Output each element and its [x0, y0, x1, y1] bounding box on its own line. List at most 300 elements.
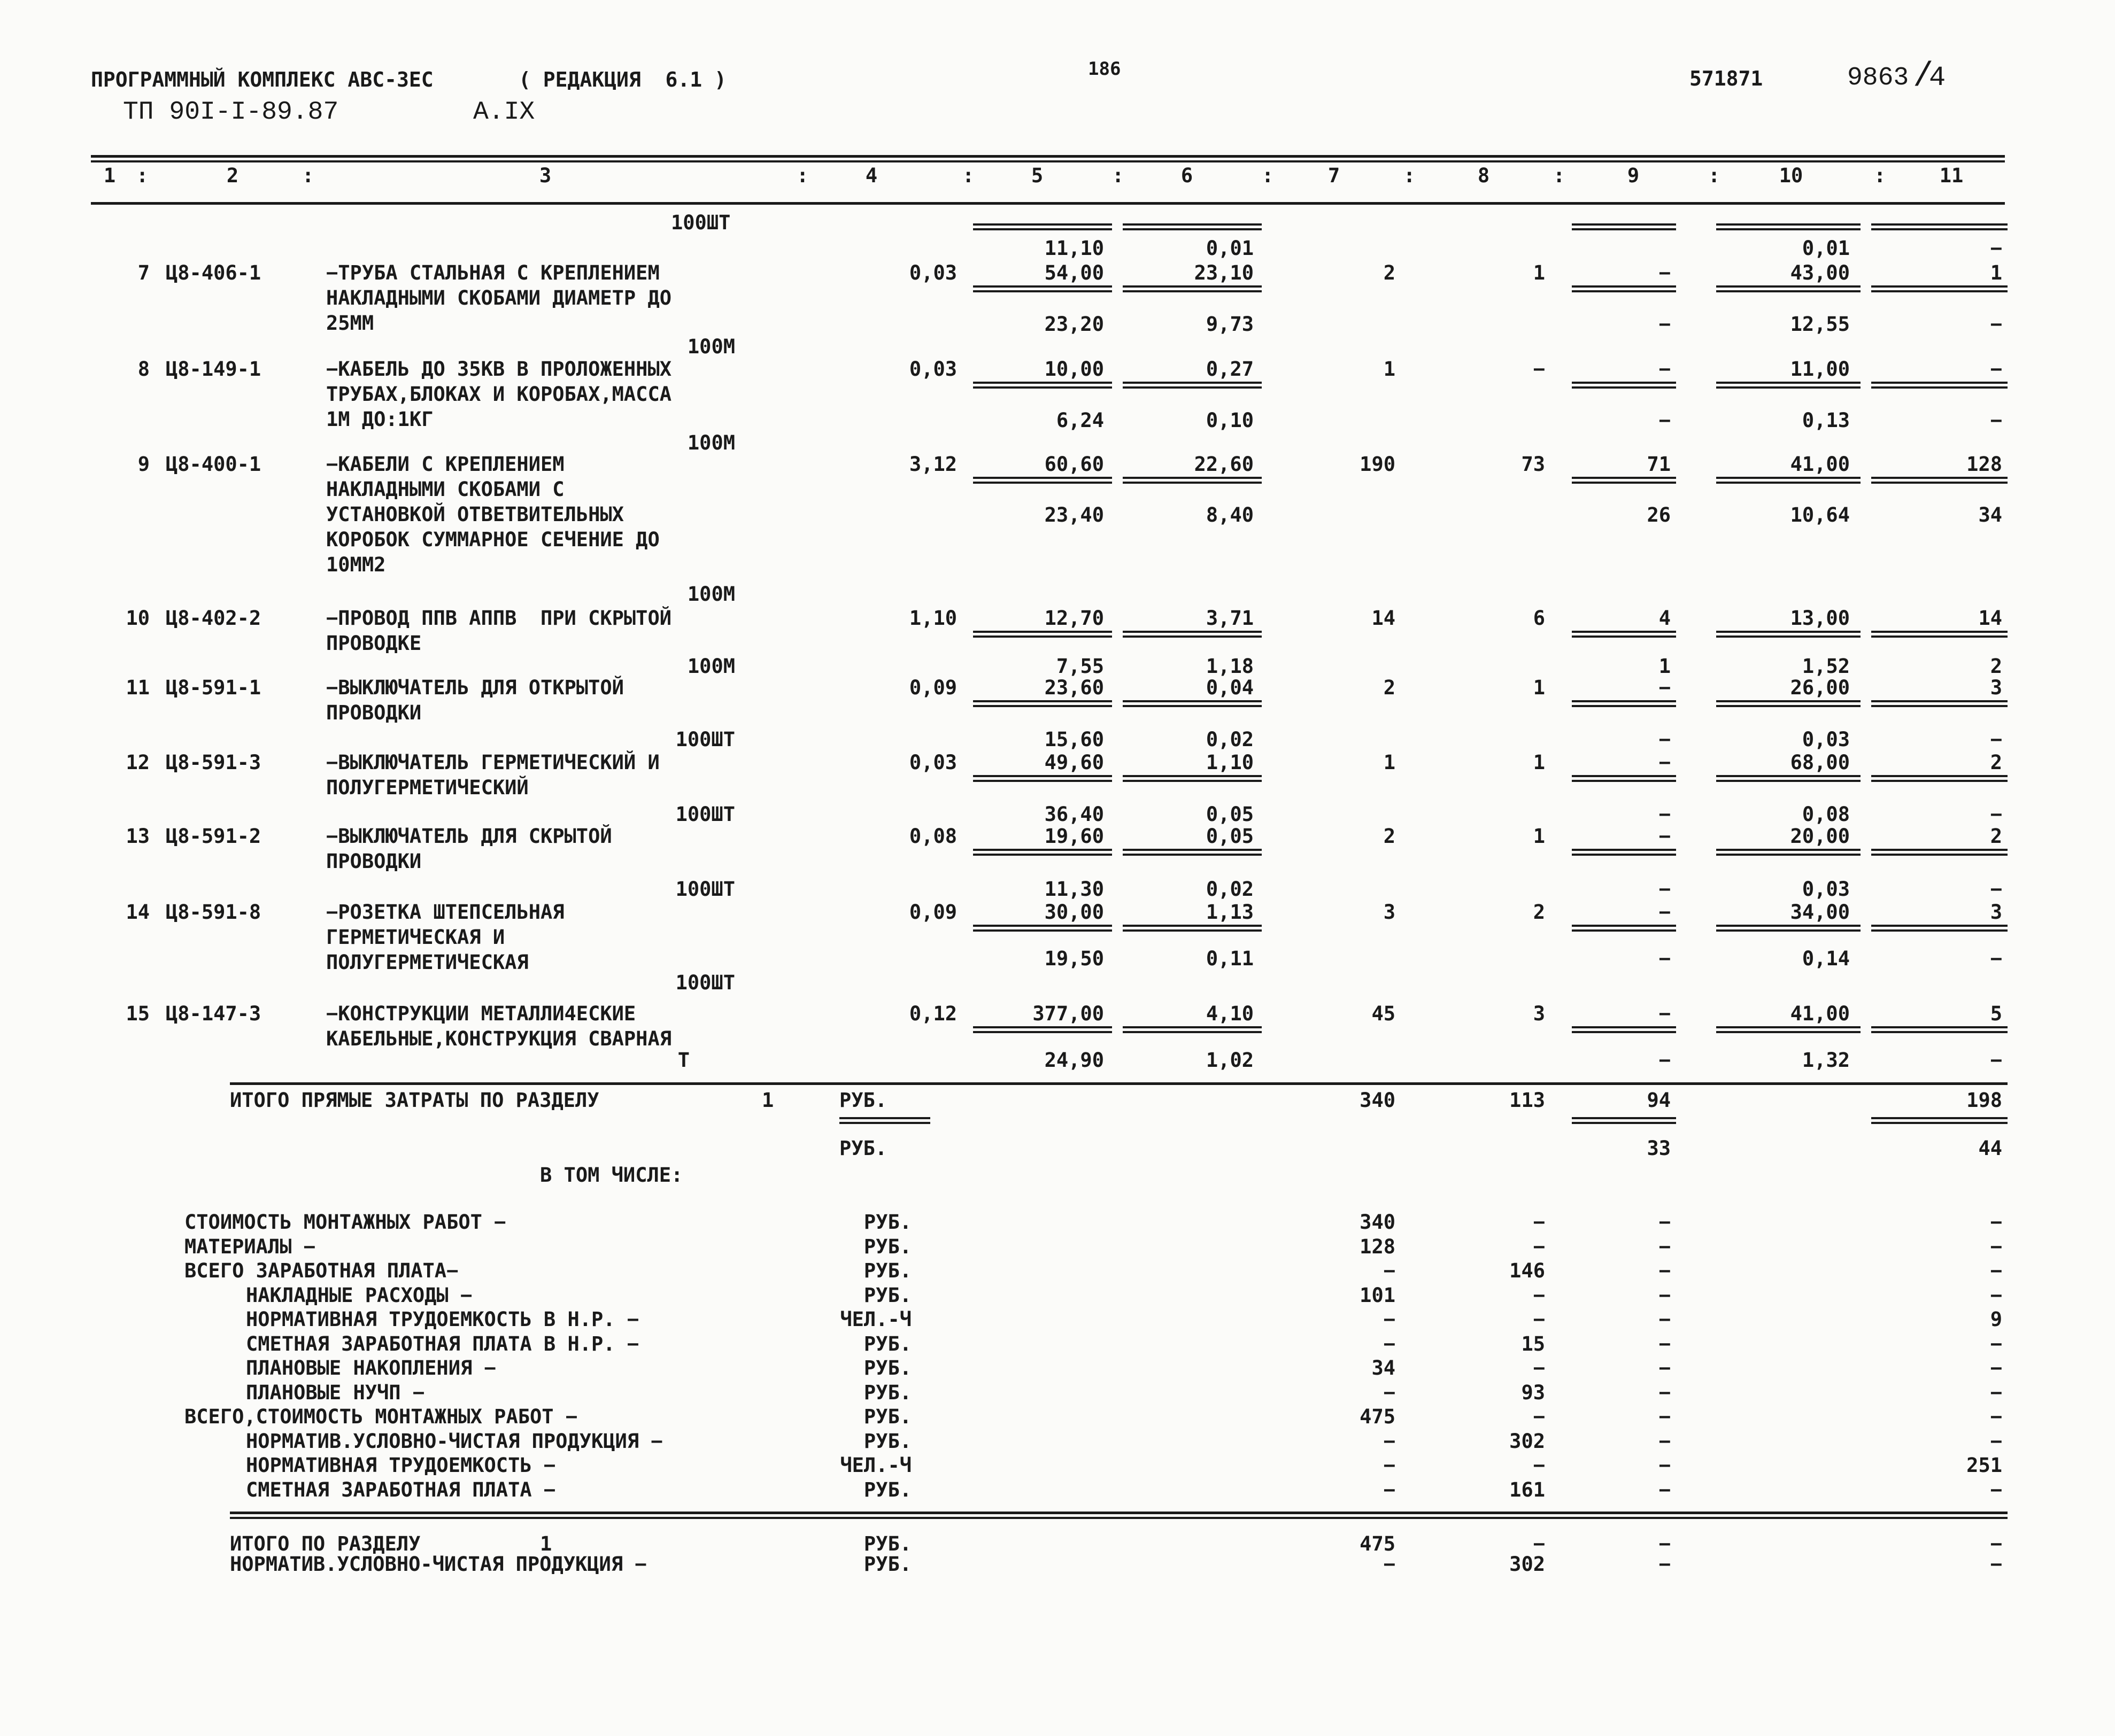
value-b9: − — [1658, 409, 1671, 432]
value-divider — [1123, 849, 1262, 856]
value-c7: 1 — [1383, 751, 1395, 774]
value-c4: 0,12 — [909, 1002, 957, 1025]
value-c10: 41,00 — [1790, 453, 1850, 476]
row-number: 8 — [137, 358, 150, 381]
summary-c11: − — [1990, 1211, 2002, 1234]
page-number: 186 — [1088, 58, 1121, 80]
work-description: ПРОВОДКЕ — [326, 632, 422, 655]
summary-c8: − — [1533, 1235, 1545, 1258]
rate-code: Ц8-400-1 — [166, 453, 261, 476]
summary-c7: − — [1383, 1332, 1395, 1355]
value-c4: 0,09 — [909, 676, 957, 699]
unit-label: Т — [677, 1049, 690, 1072]
summary-c7: − — [1383, 1381, 1395, 1404]
column-header-7: 7 — [1327, 164, 1340, 187]
value-b5: 36,40 — [1044, 803, 1104, 826]
value-divider — [1871, 285, 2008, 292]
value-c8: 1 — [1533, 676, 1545, 699]
value-divider — [1871, 849, 2008, 856]
work-description: ПРОВОДКИ — [326, 850, 422, 873]
value-c7: 2 — [1383, 676, 1395, 699]
unit-label: РУБ. — [839, 1089, 887, 1112]
column-separator: : — [1112, 164, 1124, 187]
value: 0,01 — [1802, 237, 1850, 260]
summary-label: МАТЕРИАЛЫ − — [184, 1235, 316, 1258]
value-c9: − — [1658, 901, 1671, 924]
total-c9: 94 — [1647, 1089, 1671, 1112]
column-header-10: 10 — [1779, 164, 1803, 187]
value-b6: 0,11 — [1206, 947, 1254, 970]
value-divider — [1716, 382, 1861, 389]
value-c8: 1 — [1533, 751, 1545, 774]
value-c6: 23,10 — [1194, 261, 1254, 284]
unit-label: РУБ. — [863, 1532, 912, 1555]
value-c4: 0,09 — [909, 901, 957, 924]
summary-c9: − — [1658, 1259, 1671, 1282]
value-c10: 34,00 — [1790, 901, 1850, 924]
value-b9: − — [1658, 313, 1671, 336]
value-divider — [1716, 285, 1861, 292]
value-divider — [1572, 477, 1676, 484]
value-b10: 0,03 — [1802, 878, 1850, 901]
value-b9: 26 — [1647, 503, 1671, 526]
summary-label: СМЕТНАЯ ЗАРАБОТНАЯ ПЛАТА − — [246, 1478, 556, 1501]
value-divider — [1572, 382, 1676, 389]
summary-c8: 93 — [1521, 1381, 1545, 1404]
value-c11: 2 — [1990, 825, 2002, 848]
value-c5: 377,00 — [1032, 1002, 1104, 1025]
value-b6: 0,02 — [1206, 878, 1254, 901]
summary-c9: − — [1658, 1284, 1671, 1307]
column-header-3: 3 — [539, 164, 552, 187]
final-c11: − — [1990, 1553, 2002, 1576]
unit-label: 100ШТ — [675, 878, 735, 901]
value-c11: 1 — [1990, 261, 2002, 284]
final-label: НОРМАТИВ.УСЛОВНО-ЧИСТАЯ ПРОДУКЦИЯ − — [230, 1553, 647, 1576]
work-description: ГЕРМЕТИЧЕСКАЯ И — [326, 926, 505, 949]
summary-label: СМЕТНАЯ ЗАРАБОТНАЯ ПЛАТА В Н.Р. − — [246, 1332, 639, 1355]
value-divider — [1716, 477, 1861, 484]
value-b10: 0,08 — [1802, 803, 1850, 826]
summary-c11: 9 — [1990, 1308, 2002, 1331]
rate-code: Ц8-591-3 — [166, 751, 261, 774]
value-b5: 6,24 — [1056, 409, 1104, 432]
value-c7: 14 — [1371, 607, 1395, 630]
value-b9: 1 — [1658, 655, 1671, 678]
summary-label: ВСЕГО,СТОИМОСТЬ МОНТАЖНЫХ РАБОТ − — [184, 1405, 578, 1428]
unit-label: РУБ. — [863, 1211, 912, 1234]
value-c5: 10,00 — [1044, 358, 1104, 381]
value-c7: 2 — [1383, 825, 1395, 848]
column-header-6: 6 — [1180, 164, 1193, 187]
value-c4: 3,12 — [909, 453, 957, 476]
value-c7: 190 — [1360, 453, 1395, 476]
work-description: 10ММ2 — [326, 553, 386, 576]
final-c9: − — [1658, 1553, 1671, 1576]
rate-code: Ц8-591-8 — [166, 901, 261, 924]
work-description: ПОЛУГЕРМЕТИЧЕСКАЯ — [326, 951, 529, 974]
sheet-number: 9863 — [1847, 64, 1909, 92]
work-description: −ПРОВОД ППВ АППВ ПРИ СКРЫТОЙ — [326, 607, 672, 630]
summary-c7: − — [1383, 1454, 1395, 1477]
value-b5: 7,55 — [1056, 655, 1104, 678]
unit-label: РУБ. — [863, 1381, 912, 1404]
value-c6: 3,71 — [1206, 607, 1254, 630]
value-b10: 0,14 — [1802, 947, 1850, 970]
summary-c9: − — [1658, 1478, 1671, 1501]
unit-label: РУБ. — [863, 1478, 912, 1501]
unit-label: РУБ. — [863, 1259, 912, 1282]
summary-c7: − — [1383, 1259, 1395, 1282]
value-b10: 0,03 — [1802, 728, 1850, 751]
summary-c8: − — [1533, 1405, 1545, 1428]
value-b9: − — [1658, 878, 1671, 901]
value-divider — [1716, 775, 1861, 782]
total-direct-label: ИТОГО ПРЯМЫЕ ЗАТРАТЫ ПО РАЗДЕЛУ — [230, 1089, 599, 1112]
unit-label: 100М — [687, 655, 735, 678]
work-description: ПОЛУГЕРМЕТИЧЕСКИЙ — [326, 776, 529, 799]
value-b6: 0,05 — [1206, 803, 1254, 826]
value-b9: − — [1658, 947, 1671, 970]
value-c5: 23,60 — [1044, 676, 1104, 699]
value-divider — [1716, 631, 1861, 638]
column-header-1: 1 — [103, 164, 116, 187]
value-divider — [973, 382, 1112, 389]
rate-code: Ц8-591-2 — [166, 825, 261, 848]
work-description: КАБЕЛЬНЫЕ,КОНСТРУКЦИЯ СВАРНАЯ — [326, 1027, 672, 1050]
value-c5: 30,00 — [1044, 901, 1104, 924]
rate-code: Ц8-402-2 — [166, 607, 261, 630]
value-divider — [1871, 1026, 2008, 1033]
summary-c8: − — [1533, 1211, 1545, 1234]
value-divider — [1572, 223, 1676, 230]
value-b11: 34 — [1978, 503, 2002, 526]
value: 0,01 — [1206, 237, 1254, 260]
value-c6: 0,05 — [1206, 825, 1254, 848]
unit-label: РУБ. — [863, 1357, 912, 1380]
final-c8: 302 — [1509, 1553, 1545, 1576]
value-b6: 1,02 — [1206, 1049, 1254, 1072]
summary-c8: − — [1533, 1454, 1545, 1477]
row-number: 10 — [126, 607, 150, 630]
summary-label: ВСЕГО ЗАРАБОТНАЯ ПЛАТА− — [184, 1259, 459, 1282]
summary-c11: − — [1990, 1357, 2002, 1380]
final-c11: − — [1990, 1532, 2002, 1555]
unit-label: РУБ. — [863, 1430, 912, 1453]
row-number: 14 — [126, 901, 150, 924]
album-code: А.IX — [473, 98, 535, 127]
work-description: −ВЫКЛЮЧАТЕЛЬ ДЛЯ СКРЫТОЙ — [326, 825, 612, 848]
summary-c11: 251 — [1966, 1454, 2002, 1477]
value-c11: 14 — [1978, 607, 2002, 630]
value-b10: 1,52 — [1802, 655, 1850, 678]
column-separator: : — [797, 164, 809, 187]
value-b9: − — [1658, 1049, 1671, 1072]
value-c10: 13,00 — [1790, 607, 1850, 630]
column-separator: : — [1874, 164, 1886, 187]
unit-label: 100М — [687, 335, 735, 358]
column-separator: : — [1553, 164, 1565, 187]
value-divider — [1716, 925, 1861, 932]
unit-label: ЧЕЛ.-Ч — [840, 1308, 912, 1331]
rate-code: Ц8-149-1 — [166, 358, 261, 381]
work-description: −КАБЕЛИ С КРЕПЛЕНИЕМ — [326, 453, 565, 476]
value-divider — [1572, 1026, 1676, 1033]
summary-label: НАКЛАДНЫЕ РАСХОДЫ − — [246, 1284, 473, 1307]
column-header-5: 5 — [1031, 164, 1044, 187]
value-b9: − — [1658, 728, 1671, 751]
value-divider — [1572, 1117, 1676, 1124]
value-c10: 20,00 — [1790, 825, 1850, 848]
work-description: НАКЛАДНЫМИ СКОБАМИ С — [326, 478, 565, 501]
unit-label: 100ШТ — [675, 728, 735, 751]
value-b11: 2 — [1990, 655, 2002, 678]
final-rule — [230, 1512, 2008, 1514]
unit-label: 100ШТ — [675, 803, 735, 826]
summary-c7: 101 — [1360, 1284, 1395, 1307]
value-b6: 8,40 — [1206, 503, 1254, 526]
value-c4: 0,03 — [909, 358, 957, 381]
value-b10: 0,13 — [1802, 409, 1850, 432]
value-c10: 26,00 — [1790, 676, 1850, 699]
value-divider — [839, 1117, 930, 1124]
total-c11: 198 — [1966, 1089, 2002, 1112]
value-c7: 3 — [1383, 901, 1395, 924]
column-separator: : — [136, 164, 149, 187]
value-b11: − — [1990, 728, 2002, 751]
row-number: 13 — [126, 825, 150, 848]
final-c7: 475 — [1360, 1532, 1395, 1555]
value-c9: − — [1658, 751, 1671, 774]
including-heading: В ТОМ ЧИСЛЕ: — [540, 1164, 683, 1187]
final-c9: − — [1658, 1532, 1671, 1555]
summary-c9: − — [1658, 1430, 1671, 1453]
value-divider — [1572, 775, 1676, 782]
value-divider — [1123, 925, 1262, 932]
value-divider — [1123, 631, 1262, 638]
unit-label: РУБ. — [863, 1235, 912, 1258]
summary-c11: − — [1990, 1478, 2002, 1501]
value-c6: 4,10 — [1206, 1002, 1254, 1025]
summary-c7: − — [1383, 1478, 1395, 1501]
value-c10: 11,00 — [1790, 358, 1850, 381]
value-c11: 5 — [1990, 1002, 2002, 1025]
work-description: 1М ДО:1КГ — [326, 408, 434, 431]
value-c8: 2 — [1533, 901, 1545, 924]
work-description: −ВЫКЛЮЧАТЕЛЬ ГЕРМЕТИЧЕСКИЙ И — [326, 751, 660, 774]
unit-label: РУБ. — [863, 1553, 912, 1576]
summary-c9: − — [1658, 1211, 1671, 1234]
value-c4: 0,03 — [909, 261, 957, 284]
value-c4: 0,03 — [909, 751, 957, 774]
column-header-9: 9 — [1627, 164, 1640, 187]
value-b5: 23,40 — [1044, 503, 1104, 526]
row-number: 15 — [126, 1002, 150, 1025]
unit-label: 100М — [687, 431, 735, 454]
summary-label: ПЛАНОВЫЕ НАКОПЛЕНИЯ − — [246, 1357, 496, 1380]
summary-c7: 340 — [1360, 1211, 1395, 1234]
summary-c8: − — [1533, 1284, 1545, 1307]
value-divider — [1716, 1026, 1861, 1033]
value-c6: 0,04 — [1206, 676, 1254, 699]
total-b9: 33 — [1647, 1137, 1671, 1160]
rate-code: Ц8-406-1 — [166, 261, 261, 284]
unit-label: РУБ. — [863, 1284, 912, 1307]
value-b11: − — [1990, 313, 2002, 336]
value-c9: − — [1658, 676, 1671, 699]
final-c7: − — [1383, 1553, 1395, 1576]
value-divider — [1871, 631, 2008, 638]
total-c7: 340 — [1360, 1089, 1395, 1112]
unit-label: 100ШТ — [675, 971, 735, 994]
summary-c9: − — [1658, 1454, 1671, 1477]
summary-c7: 475 — [1360, 1405, 1395, 1428]
summary-c7: − — [1383, 1430, 1395, 1453]
edition-label: ( РЕДАКЦИЯ 6.1 ) — [519, 68, 727, 91]
value-c6: 0,27 — [1206, 358, 1254, 381]
column-header-2: 2 — [226, 164, 239, 187]
slash-mark: / — [1913, 58, 1934, 96]
work-description: КОРОБОК СУММАРНОЕ СЕЧЕНИЕ ДО — [326, 528, 660, 551]
value-c8: 73 — [1521, 453, 1545, 476]
work-description: 25ММ — [326, 312, 374, 335]
value-c11: − — [1990, 358, 2002, 381]
column-header-4: 4 — [865, 164, 878, 187]
value-divider — [1871, 1117, 2008, 1124]
summary-c11: − — [1990, 1332, 2002, 1355]
value-b10: 10,64 — [1790, 503, 1850, 526]
value: − — [1990, 237, 2002, 260]
row-number: 7 — [137, 261, 150, 284]
value-divider — [973, 631, 1112, 638]
summary-c8: 161 — [1509, 1478, 1545, 1501]
value-divider — [1871, 477, 2008, 484]
table-top-rule — [91, 155, 2005, 158]
value-c9: − — [1658, 261, 1671, 284]
value: 11,10 — [1044, 237, 1104, 260]
summary-label: ПЛАНОВЫЕ НУЧП − — [246, 1381, 425, 1404]
value-divider — [1716, 223, 1861, 230]
value-c4: 1,10 — [909, 607, 957, 630]
value-b6: 0,02 — [1206, 728, 1254, 751]
total-c8: 113 — [1509, 1089, 1545, 1112]
header-bottom-rule — [91, 202, 2005, 205]
column-separator: : — [1708, 164, 1720, 187]
summary-c7: 34 — [1371, 1357, 1395, 1380]
value-c11: 128 — [1966, 453, 2002, 476]
value-divider — [1572, 631, 1676, 638]
column-separator: : — [1262, 164, 1274, 187]
summary-c8: − — [1533, 1357, 1545, 1380]
value-divider — [1123, 285, 1262, 292]
value-c9: − — [1658, 1002, 1671, 1025]
value-c11: 2 — [1990, 751, 2002, 774]
unit-label: 100М — [687, 583, 735, 606]
value-c10: 43,00 — [1790, 261, 1850, 284]
value-b5: 15,60 — [1044, 728, 1104, 751]
value-c8: 1 — [1533, 825, 1545, 848]
column-separator: : — [962, 164, 975, 187]
table-top-rule-2 — [91, 160, 2005, 162]
value-b11: − — [1990, 878, 2002, 901]
value-b6: 0,10 — [1206, 409, 1254, 432]
final-c8: − — [1533, 1532, 1545, 1555]
value-c5: 60,60 — [1044, 453, 1104, 476]
value-c9: − — [1658, 358, 1671, 381]
value-b10: 12,55 — [1790, 313, 1850, 336]
work-description: −ВЫКЛЮЧАТЕЛЬ ДЛЯ ОТКРЫТОЙ — [326, 676, 624, 699]
value-divider — [1572, 849, 1676, 856]
summary-c11: − — [1990, 1381, 2002, 1404]
summary-c7: − — [1383, 1308, 1395, 1331]
value-c7: 45 — [1371, 1002, 1395, 1025]
summary-c7: 128 — [1360, 1235, 1395, 1258]
work-description: −КАБЕЛЬ ДО 35КВ В ПРОЛОЖЕННЫХ — [326, 358, 672, 381]
row-number: 12 — [126, 751, 150, 774]
value-b11: − — [1990, 947, 2002, 970]
value-divider — [1871, 700, 2008, 707]
summary-c9: − — [1658, 1405, 1671, 1428]
value-divider — [973, 775, 1112, 782]
value-divider — [1123, 477, 1262, 484]
summary-c9: − — [1658, 1357, 1671, 1380]
column-header-11: 11 — [1939, 164, 1964, 187]
column-header-8: 8 — [1477, 164, 1490, 187]
value-b9: − — [1658, 803, 1671, 826]
summary-c8: − — [1533, 1308, 1545, 1331]
section-rule — [230, 1082, 2008, 1085]
unit-label: РУБ. — [839, 1137, 887, 1160]
value-c9: 71 — [1647, 453, 1671, 476]
value-b5: 23,20 — [1044, 313, 1104, 336]
value-b11: − — [1990, 409, 2002, 432]
summary-c11: − — [1990, 1405, 2002, 1428]
value-divider — [1716, 849, 1861, 856]
unit-label: 100ШТ — [671, 211, 731, 234]
sheet-part: 4 — [1929, 62, 1946, 94]
value-c6: 1,10 — [1206, 751, 1254, 774]
value-divider — [1871, 775, 2008, 782]
value-divider — [1572, 925, 1676, 932]
value-divider — [973, 223, 1112, 230]
summary-c9: − — [1658, 1308, 1671, 1331]
value-divider — [973, 285, 1112, 292]
summary-c11: − — [1990, 1235, 2002, 1258]
rate-code: Ц8-147-3 — [166, 1002, 261, 1025]
summary-c9: − — [1658, 1381, 1671, 1404]
work-description: −ТРУБА СТАЛЬНАЯ С КРЕПЛЕНИЕМ — [326, 261, 660, 284]
value-c8: 1 — [1533, 261, 1545, 284]
value-divider — [1871, 382, 2008, 389]
rate-code: Ц8-591-1 — [166, 676, 261, 699]
summary-c8: 146 — [1509, 1259, 1545, 1282]
final-rule-2 — [230, 1517, 2008, 1519]
value-divider — [1572, 285, 1676, 292]
summary-c8: 302 — [1509, 1430, 1545, 1453]
value-b5: 24,90 — [1044, 1049, 1104, 1072]
section-number: 1 — [540, 1532, 552, 1555]
summary-c8: 15 — [1521, 1332, 1545, 1355]
value-b5: 11,30 — [1044, 878, 1104, 901]
value-divider — [1123, 775, 1262, 782]
program-title: ПРОГРАММНЫЙ КОМПЛЕКС АВС-3ЕС — [91, 68, 434, 91]
unit-label: ЧЕЛ.-Ч — [840, 1454, 912, 1477]
row-number: 11 — [126, 676, 150, 699]
value-divider — [973, 700, 1112, 707]
work-description: ПРОВОДКИ — [326, 701, 422, 724]
total-b11: 44 — [1978, 1137, 2002, 1160]
value-divider — [1123, 700, 1262, 707]
